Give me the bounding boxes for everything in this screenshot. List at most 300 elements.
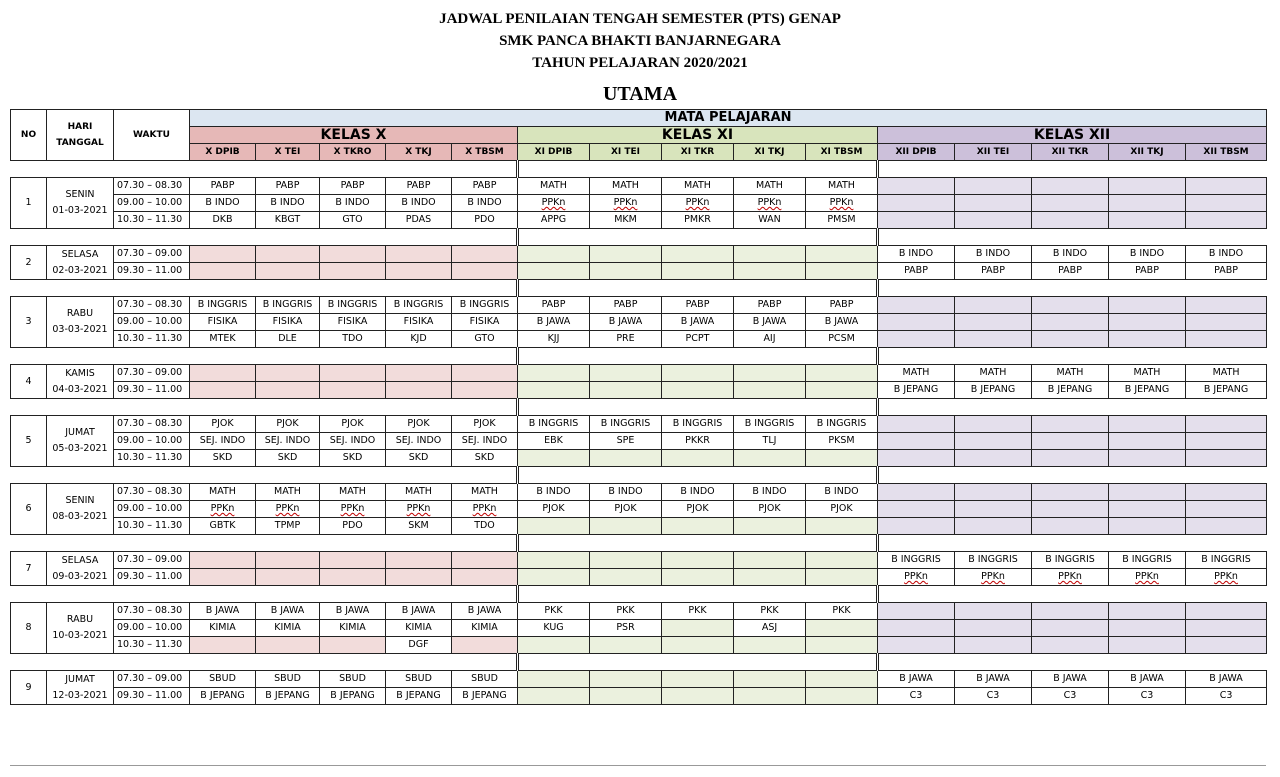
spacer-cell [1186,535,1267,552]
spacer-cell [806,586,878,603]
schedule-row [11,688,1267,705]
subject-cell [590,518,662,535]
subject-cell [1032,416,1109,433]
subject-cell [590,671,662,688]
class-header-xii-dpib: XII DPIB [878,144,955,161]
subject-cell [590,365,662,382]
spacer-cell [114,586,190,603]
subject-cell: B JAWA [662,314,734,331]
class-header-x-tkro: X TKRO [320,144,386,161]
subject-cell: GTO [452,331,518,348]
spacer-cell [955,229,1032,246]
subject-cell: PKK [590,603,662,620]
spacer-cell [1109,586,1186,603]
subject-cell: B JAWA [955,671,1032,688]
subject-cell: PABP [734,297,806,314]
header-tanggal: TANGGAL [56,138,104,148]
subject-cell: PJOK [734,501,806,518]
day-tanggal: 09-03-2021 [52,570,108,582]
spacer-cell [47,399,114,416]
spacer-cell [662,654,734,671]
spacer-cell [878,535,955,552]
spacer-cell [114,654,190,671]
time-slot: 07.30 – 08.30 [114,178,190,195]
subject-cell: PPKn [806,195,878,212]
subject-cell [955,433,1032,450]
day-name: SENIN [65,495,95,506]
spacer-cell [386,467,452,484]
time-slot: 09.00 – 10.00 [114,620,190,637]
spacer-cell [518,535,590,552]
spacer-cell [878,467,955,484]
subject-cell [734,671,806,688]
subject-cell: SBUD [452,671,518,688]
subject-cell: KJJ [518,331,590,348]
time-slot: 07.30 – 08.30 [114,603,190,620]
day-number: 6 [11,484,47,535]
subject-cell [1109,433,1186,450]
subject-cell: B INGGRIS [386,297,452,314]
spacer-cell [1032,399,1109,416]
spacer-cell [114,161,190,178]
subject-cell: PPKn [955,569,1032,586]
subject-cell [386,263,452,280]
subject-cell: PDO [452,212,518,229]
subject-cell [662,671,734,688]
subject-cell: FISIKA [320,314,386,331]
subject-cell: PPKn [386,501,452,518]
subject-cell: B JEPANG [1032,382,1109,399]
subject-cell [256,552,320,569]
subject-cell: B JAWA [1032,671,1109,688]
day-date [47,297,114,348]
subject-cell: B INDO [452,195,518,212]
subject-cell: PABP [386,178,452,195]
subject-cell: B INDO [190,195,256,212]
spacer-cell [320,229,386,246]
subject-cell: PABP [256,178,320,195]
spacer-cell [590,348,662,365]
subject-cell [1186,178,1267,195]
subject-cell: B INDO [386,195,452,212]
day-tanggal: 10-03-2021 [52,630,108,641]
subject-cell [806,450,878,467]
subject-cell: MTEK [190,331,256,348]
day-name: JUMAT [65,673,95,685]
spacer-cell [114,348,190,365]
subject-cell [806,569,878,586]
subject-cell: PJOK [518,501,590,518]
spacer-cell [190,348,256,365]
spacer-cell [320,348,386,365]
subject-cell: C3 [1032,688,1109,705]
spacer-row [11,280,1267,297]
subject-cell: B INGGRIS [320,297,386,314]
subject-cell: B INGGRIS [734,416,806,433]
subject-cell: B JEPANG [452,688,518,705]
spacer-cell [662,535,734,552]
header-kelas-xii: KELAS XII [878,127,1267,144]
subject-cell: B INDO [1109,246,1186,263]
spacer-cell [518,229,590,246]
subject-cell: PPKn [590,195,662,212]
subject-cell: ASJ [734,620,806,637]
spacer-cell [256,280,320,297]
subject-cell [806,518,878,535]
spacer-cell [452,467,518,484]
subject-cell: MATH [190,484,256,501]
spacer-cell [734,229,806,246]
subject-cell: KIMIA [386,620,452,637]
spacer-cell [1032,348,1109,365]
spacer-cell [11,229,47,246]
subject-cell: B INDO [518,484,590,501]
day-number: 8 [11,603,47,654]
subject-cell [955,297,1032,314]
spacer-cell [452,399,518,416]
spacer-cell [47,229,114,246]
subject-cell [518,569,590,586]
subject-cell [518,365,590,382]
day-name: SELASA [61,554,99,566]
spacer-cell [806,348,878,365]
time-slot: 10.30 – 11.30 [114,331,190,348]
subject-cell [452,382,518,399]
time-slot: 07.30 – 08.30 [114,297,190,314]
subject-cell [1186,297,1267,314]
subject-cell: B INDO [662,484,734,501]
subject-cell [386,569,452,586]
spacer-cell [1186,654,1267,671]
subject-cell: MATH [590,178,662,195]
subject-cell [955,518,1032,535]
subject-cell: PABP [878,263,955,280]
subject-cell: B JAWA [806,314,878,331]
subject-cell [590,569,662,586]
subject-cell: PPKn [662,195,734,212]
schedule-row [11,501,1267,518]
subject-cell [806,263,878,280]
spacer-cell [590,399,662,416]
header-hari: HARI [67,122,93,132]
schedule-row [11,416,1267,433]
subject-cell: B JAWA [518,314,590,331]
subject-cell [662,450,734,467]
academic-year: TAHUN PELAJARAN 2020/2021 [532,55,748,71]
spacer-cell [114,535,190,552]
subject-cell: PABP [590,297,662,314]
spacer-cell [256,161,320,178]
subject-cell [734,263,806,280]
time-slot: 10.30 – 11.30 [114,518,190,535]
subject-cell: B JEPANG [320,688,386,705]
schedule-row [11,314,1267,331]
subject-cell: PPKn [518,195,590,212]
spacer-cell [190,161,256,178]
spacer-row [11,399,1267,416]
subject-cell [320,263,386,280]
subject-cell [806,620,878,637]
subject-cell: B JAWA [452,603,518,620]
subject-cell: PPKn [1032,569,1109,586]
subject-cell [1032,501,1109,518]
subject-cell: B INDO [590,484,662,501]
subject-cell [518,637,590,654]
subject-cell: KIMIA [256,620,320,637]
subject-cell: B INGGRIS [590,416,662,433]
subject-cell [1032,603,1109,620]
subject-cell [320,637,386,654]
day-number: 3 [11,297,47,348]
schedule-row [11,518,1267,535]
spacer-cell [386,399,452,416]
spacer-cell [1186,161,1267,178]
subject-cell [256,382,320,399]
schedule-row [11,195,1267,212]
spacer-cell [114,229,190,246]
spacer-cell [114,280,190,297]
subject-cell [1186,603,1267,620]
subject-cell [662,246,734,263]
subject-cell [878,450,955,467]
schedule-row [11,331,1267,348]
subject-cell [806,637,878,654]
subject-cell: DLE [256,331,320,348]
subject-cell: B INGGRIS [806,416,878,433]
spacer-row [11,654,1267,671]
subject-cell: SBUD [190,671,256,688]
spacer-cell [955,280,1032,297]
spacer-cell [1186,280,1267,297]
subject-cell: B JEPANG [955,382,1032,399]
header-kelas-x: KELAS X [190,127,518,144]
spacer-cell [955,467,1032,484]
subject-cell [1109,297,1186,314]
exam-schedule-table [10,109,1267,705]
class-header-xii-tbsm: XII TBSM [1186,144,1267,161]
spacer-cell [11,280,47,297]
subject-cell [806,552,878,569]
subject-cell: MATH [386,484,452,501]
subject-cell [1032,620,1109,637]
subject-cell: PPKn [1109,569,1186,586]
subject-cell [320,569,386,586]
spacer-cell [662,161,734,178]
subject-cell [1109,620,1186,637]
time-slot: 09.30 – 11.00 [114,382,190,399]
spacer-cell [806,399,878,416]
spacer-cell [955,654,1032,671]
subject-cell: B JEPANG [1186,382,1267,399]
subject-cell [1032,331,1109,348]
subject-cell: MATH [955,365,1032,382]
subject-cell: PMKR [662,212,734,229]
subject-cell: MATH [320,484,386,501]
subject-cell [662,552,734,569]
subject-cell [256,569,320,586]
subject-cell [955,178,1032,195]
subject-cell [1186,518,1267,535]
subject-cell [806,365,878,382]
subject-cell [955,603,1032,620]
subject-cell: KIMIA [320,620,386,637]
time-slot: 09.30 – 11.00 [114,688,190,705]
header-hari-tanggal [47,110,114,161]
spacer-cell [806,654,878,671]
subject-cell [1109,331,1186,348]
spacer-cell [256,399,320,416]
spacer-cell [320,654,386,671]
subject-cell [1032,433,1109,450]
subject-cell [955,637,1032,654]
subject-cell: MATH [734,178,806,195]
subject-cell [734,518,806,535]
subject-cell [734,552,806,569]
subject-cell: B INDO [878,246,955,263]
subject-cell: PPKn [1186,569,1267,586]
spacer-cell [1186,229,1267,246]
subject-cell: PKK [806,603,878,620]
subject-cell [190,569,256,586]
schedule-row [11,365,1267,382]
subject-cell [1032,195,1109,212]
schedule-row [11,263,1267,280]
subject-cell: EBK [518,433,590,450]
spacer-cell [386,348,452,365]
spacer-cell [320,399,386,416]
subject-cell: PPKn [256,501,320,518]
spacer-cell [386,280,452,297]
subject-cell [452,637,518,654]
spacer-cell [518,161,590,178]
subject-cell [1109,212,1186,229]
spacer-cell [1109,654,1186,671]
bottom-rule [10,765,1266,766]
spacer-cell [1032,654,1109,671]
spacer-cell [734,586,806,603]
subject-cell [1186,620,1267,637]
spacer-cell [734,399,806,416]
spacer-cell [114,399,190,416]
spacer-cell [734,348,806,365]
spacer-cell [452,280,518,297]
subject-cell: C3 [878,688,955,705]
spacer-row [11,467,1267,484]
subject-cell [190,263,256,280]
subject-cell: SKD [452,450,518,467]
subject-cell: PABP [518,297,590,314]
subject-cell [1186,484,1267,501]
subject-cell [518,671,590,688]
time-slot: 07.30 – 09.00 [114,671,190,688]
subject-cell: SEJ. INDO [190,433,256,450]
subject-cell: AIJ [734,331,806,348]
time-slot: 10.30 – 11.30 [114,637,190,654]
spacer-cell [1109,161,1186,178]
class-header-x-tkj: X TKJ [386,144,452,161]
subject-cell [662,382,734,399]
subject-cell: B JAWA [1109,671,1186,688]
subject-cell: SEJ. INDO [320,433,386,450]
header-waktu: WAKTU [114,110,190,161]
spacer-cell [1109,467,1186,484]
day-date [47,365,114,399]
subject-cell: MATH [518,178,590,195]
subject-cell: FISIKA [452,314,518,331]
subject-cell: WAN [734,212,806,229]
subject-cell [1032,314,1109,331]
subject-cell [878,484,955,501]
subject-cell: PCSM [806,331,878,348]
subject-cell [320,246,386,263]
spacer-cell [47,467,114,484]
subject-cell: TPMP [256,518,320,535]
subject-cell [806,688,878,705]
schedule-row [11,212,1267,229]
subject-cell [878,178,955,195]
spacer-cell [955,399,1032,416]
subject-cell [256,365,320,382]
subject-cell: B JAWA [590,314,662,331]
subject-cell [955,620,1032,637]
day-name: RABU [66,614,94,625]
spacer-cell [11,467,47,484]
subject-cell [452,365,518,382]
subject-cell: PPKn [734,195,806,212]
subject-cell [1032,178,1109,195]
subject-cell [518,552,590,569]
day-number: 4 [11,365,47,399]
subject-cell [878,331,955,348]
subject-cell [878,416,955,433]
subject-cell: B INDO [256,195,320,212]
day-tanggal: 04-03-2021 [52,383,108,395]
time-slot: 09.30 – 11.00 [114,569,190,586]
schedule-row [11,637,1267,654]
subject-cell: SEJ. INDO [452,433,518,450]
day-tanggal: 03-03-2021 [52,324,108,335]
subject-cell: SKD [386,450,452,467]
spacer-cell [1032,161,1109,178]
time-slot: 10.30 – 11.30 [114,212,190,229]
subject-cell: SEJ. INDO [386,433,452,450]
subject-cell: PJOK [806,501,878,518]
subject-cell: MATH [662,178,734,195]
subject-cell [518,246,590,263]
subject-cell: C3 [1186,688,1267,705]
subject-cell: PABP [320,178,386,195]
spacer-cell [590,229,662,246]
class-header-x-dpib: X DPIB [190,144,256,161]
spacer-cell [386,586,452,603]
subject-cell [190,365,256,382]
subject-cell [1109,450,1186,467]
spacer-cell [590,654,662,671]
spacer-cell [190,535,256,552]
spacer-cell [955,535,1032,552]
day-date [47,178,114,229]
time-slot: 09.00 – 10.00 [114,433,190,450]
time-slot: 07.30 – 09.00 [114,552,190,569]
subject-cell [590,552,662,569]
subject-cell: FISIKA [190,314,256,331]
subject-cell [734,382,806,399]
subject-cell: C3 [1109,688,1186,705]
subject-cell [878,518,955,535]
subject-cell: B INDO [734,484,806,501]
school-name: SMK PANCA BHAKTI BANJARNEGARA [499,33,781,49]
subject-cell: PJOK [452,416,518,433]
